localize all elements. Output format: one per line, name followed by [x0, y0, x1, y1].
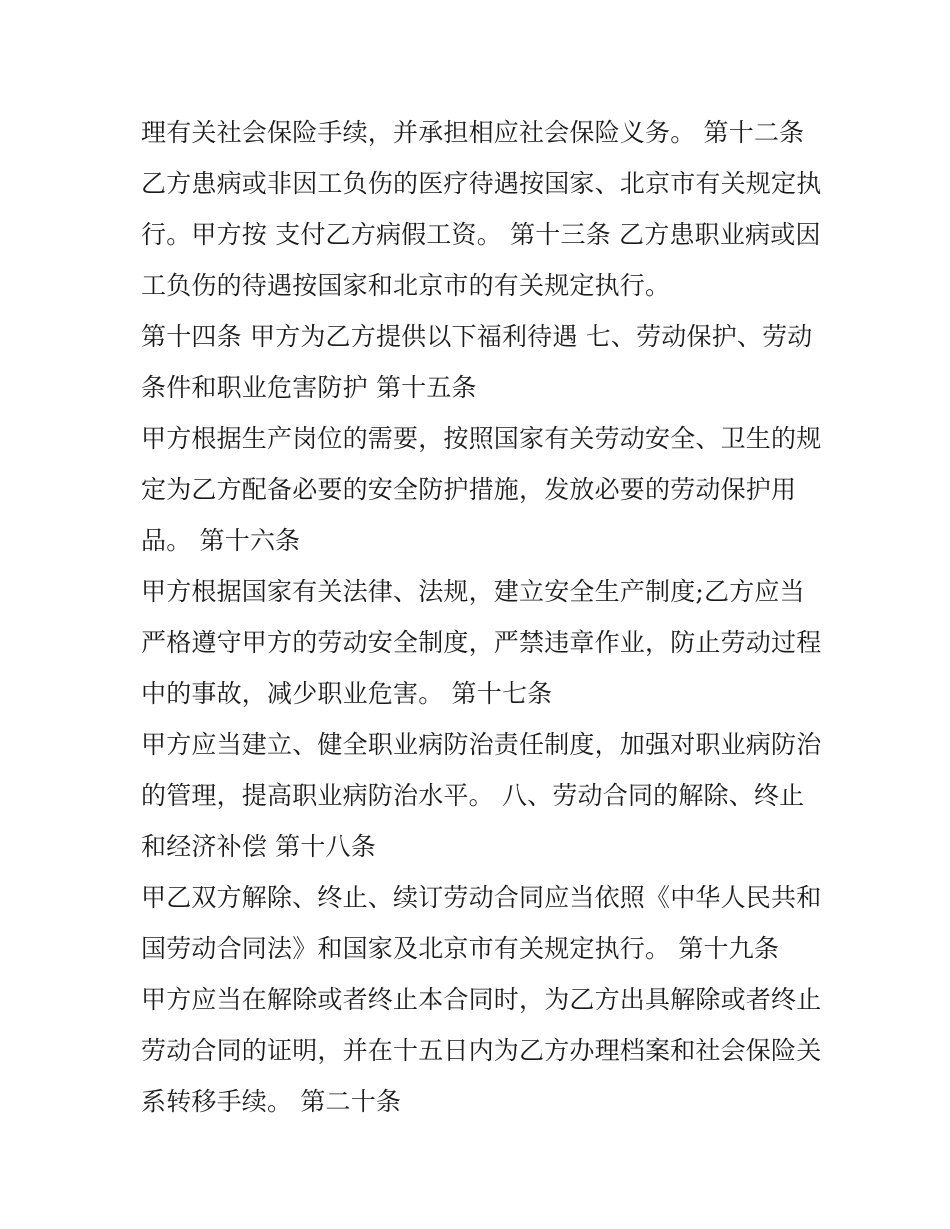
text-line: 工负伤的待遇按国家和北京市的有关规定执行。	[141, 271, 671, 300]
text-line: 甲方根据生产岗位的需要，按照国家有关劳动安全、卫生的规	[141, 424, 822, 453]
text-line: 行。甲方按 支付乙方病假工资。 第十三条 乙方患职业病或因	[141, 220, 821, 249]
text-line: 国劳动合同法》和国家及北京市有关规定执行。 第十九条	[141, 934, 780, 963]
text-line: 定为乙方配备必要的安全防护措施，发放必要的劳动保护用	[141, 475, 797, 504]
text-line: 甲方根据国家有关法律、法规，建立安全生产制度;乙方应当	[141, 577, 805, 606]
document-body	[141, 107, 821, 1127]
text-line: 的管理，提高职业病防治水平。 八、劳动合同的解除、终止	[141, 781, 805, 810]
text-line: 理有关社会保险手续，并承担相应社会保险义务。 第十二条	[141, 118, 805, 147]
text-line: 乙方患病或非因工负伤的医疗待遇按国家、北京市有关规定执	[141, 169, 822, 198]
text-line: 甲方应当建立、健全职业病防治责任制度，加强对职业病防治	[141, 730, 822, 759]
text-line: 劳动合同的证明，并在十五日内为乙方办理档案和社会保险关	[141, 1036, 822, 1065]
text-line: 和经济补偿 第十八条	[141, 832, 376, 861]
text-line: 第十四条 甲方为乙方提供以下福利待遇 七、劳动保护、劳动	[141, 322, 813, 351]
text-line: 系转移手续。 第二十条	[141, 1087, 402, 1116]
text-line: 甲乙双方解除、终止、续订劳动合同应当依照《中华人民共和	[141, 883, 822, 912]
text-line: 甲方应当在解除或者终止本合同时，为乙方出具解除或者终止	[141, 985, 822, 1014]
text-line: 严格遵守甲方的劳动安全制度，严禁违章作业，防止劳动过程	[141, 628, 822, 657]
text-line: 条件和职业危害防护 第十五条	[141, 373, 477, 402]
text-line: 品。 第十六条	[141, 526, 301, 555]
text-line: 中的事故，减少职业危害。 第十七条	[141, 679, 553, 708]
